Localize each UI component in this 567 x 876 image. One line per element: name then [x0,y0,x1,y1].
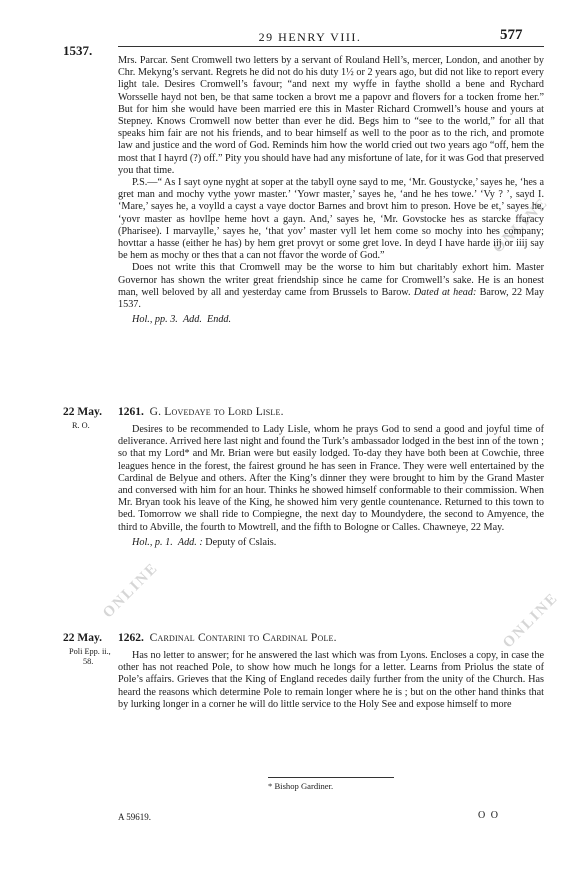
watermark: ONLINE [100,559,162,622]
entry-date: 22 May. [63,406,102,418]
footer-pages: p. 1. [154,536,173,548]
running-title: 29 HENRY VIII. [258,30,362,44]
entry-1261-body [118,424,544,549]
footer-hol: Hol., [132,314,153,326]
entry-footer [118,314,544,326]
entry-paragraph: Desires to be recommended to Lady Lisle, whom he prays God to send a good and joyful time of deliverance. Arrived here last night and found the Turk’s ambassador lodged in the best inn of the town ; so that my Lord* and Mr. Brian were but easily lodged. To-day they have both been at Cowchie, three leagues hence in the forest, the fairest ground he has seen in France. They were well entertained by the Cardinal de Belyue and others. After the King’s dinner they were brought to him by the Grand Master and conversed with him for an hour. Thinks he showed himself conformable to their commission. When Mr. Bryan took his leave of the King, he showed him very gentle countenance. Returned to this town to bed. Tomorrow we shall ride to Compiegne, the next day to Moundydere, the second to Amyence, the third to Abville, the fourth to Mowtrell, and the fifth to Bologne or Calles. Chawneye, 22 May. [118,424,544,533]
entry-number: 1262. [118,632,144,644]
paragraph-text: Does not write this that Cromwell may be the worse to him but charitably exhort him. Master Governor has shown the writer great friendship since he came for Cromwell’s sake. He is an honest man, well beloved by all and yesterday came from Brussels to Barow. [118,262,544,298]
entry-heading [118,406,544,418]
watermark: ONLINE [490,194,552,257]
footnote-rule [268,777,394,778]
entry-paragraph: Has no letter to answer; for he answered the last which was from Lyons. Encloses a copy, in case the other has not reached Pole, to show how much he longs for a letter. Learns from Priolus the state of Pole’s affairs. Grieves that the King of England recedes daily further from the unity of the Church. Has heard the reasons which determine Pole to remain longer where he is ; but on the other hand thinks that by lurking longer in a corner he will do little service to the Holy See and expose himself to more [118,650,544,710]
header-rule [118,46,544,47]
dated-label: Dated at head: [413,286,477,298]
date-place: Barow, 22 May 1537. [118,286,545,311]
footer-pages: pp. 3. [154,314,178,326]
footer-addressee: Deputy of Cslais. [205,536,277,548]
source-line: Poli Epp. ii., [69,647,111,656]
footer-add: Add. [182,314,202,326]
entry-1260-continuation [118,55,544,326]
footer-add: Add. : [177,536,203,548]
entry-paragraph: P.S.—“ As I sayt oyne nyght at soper at the tabyll oyne sayd to me, ‘Mr. Goustycke,’ sayes he, ‘hes a gret man and mochy vythe yowr master.’ ‘Yowr master,’ sayes he, ‘and he hes towe.’ ‘Vy ? ’, sayd I. ‘Mare,’ sayes he, a voylld a cayst a vaye doctor Barnes and brovt him to preson. Hove be et,’ sayes he, ‘yovr master as hovllpe heme hovt a gayn. And,’ sayes he, ‘Mr. Govstocke hes as starcke ffaracy (Pharisee). I marvaylle,’ sayes he, ‘that yov’ master vyll let hem come so mochy into hes company; hovttar a hasse (either he has) by hem gret provyt or some gret love. In deyd I have harde iij or iiij say be hem as mochy or thes that a can not ffavor the worde of God.” [118,177,544,262]
entry-title: G. Lovedaye to Lord Lisle. [149,406,284,418]
entry-date: 22 May. [63,632,102,644]
footer-hol: Hol., [132,536,153,548]
watermark: ONLINE [500,589,562,652]
footer-endd: Endd. [207,314,232,326]
entry-paragraph [118,262,544,311]
entry-number: 1261. [118,406,144,418]
entry-source: R. O. [72,421,90,430]
entry-title: Cardinal Contarini to Cardinal Pole. [149,632,337,644]
entry-1262-body [118,650,544,711]
entry-paragraph: Mrs. Parcar. Sent Cromwell two letters by a servant of Rouland Hell’s, mercer, London, and another by Chr. Mekyng’s servant. Regrets he did not do his duty 1½ or 2 years ago, but did not like to report every light tale. Desires Cromwell’s favour; “and next my wyffe in faythe sholld a bene and Rychard Worsselle hayd not ben, be that same tocken a brovt me a papovr and flovers for a tocken frome her.” But for him she would have been married ere this in Master Richard Cromwell’s house and yours at Stepney. Knows Cromwell now better than ever he did. Begs him to “see to the world,” for all that speaks him fair are not his friends, and to bear himself as well to the poor as to the rich, and promote law and justice and the word of God. Reminds him how the world cried out two years ago “off, hem the most that I hayrd (?) off.” Pity you should have had any misfortune of late, for it was God that preserved you that time. [118,55,544,176]
entry-source [69,647,111,667]
page-number: 577 [500,27,523,43]
entry-footer [118,537,544,549]
source-line: 58. [83,657,94,666]
signature-right: O O [478,810,500,821]
footnote: * Bishop Gardiner. [268,781,334,791]
signature-mark: A 59619. [118,812,152,822]
margin-year: 1537. [63,43,93,58]
entry-heading [118,632,544,644]
